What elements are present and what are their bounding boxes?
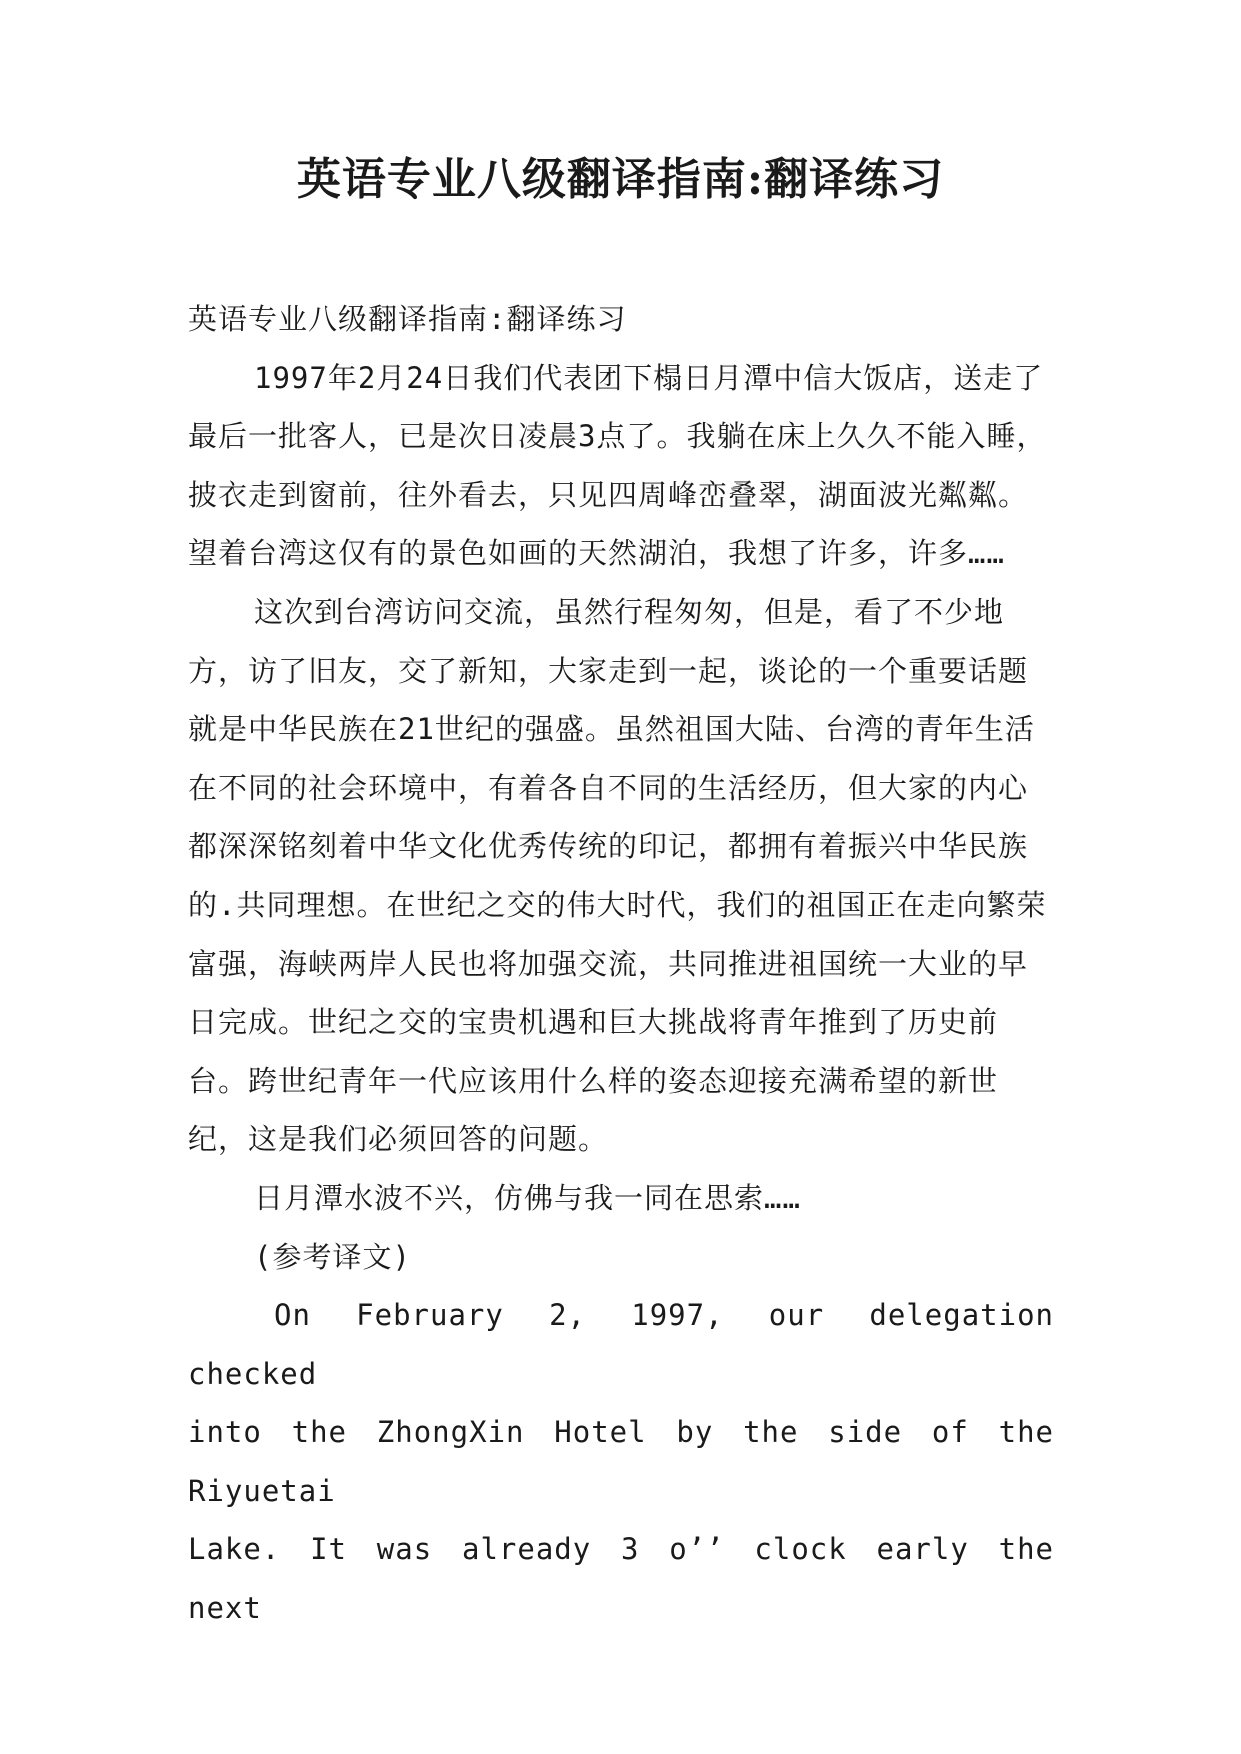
document-title: 英语专业八级翻译指南:翻译练习: [296, 154, 945, 205]
paragraph-2: 这次到台湾访问交流，虽然行程匆匆，但是，看了不少地方，访了旧友，交了新知，大家走到一起，谈论的一个重要话题就是中华民族在21世纪的强盛。虽然祖国大陆、台湾的青年生活在不同的社会环境中，有着各自不同的生活经历，但大家的内心都深深铭刻着中华文化优秀传统的印记，都拥有着振兴中华民族的.共同理想。在世纪之交的伟大时代，我们的祖国正在走向繁荣富强，海峡两岸人民也将加强交流，共同推进祖国统一大业的早日完成。世纪之交的宝贵机遇和巨大挑战将青年推到了历史前台。跨世纪青年一代应该用什么样的姿态迎接充满希望的新世纪，这是我们必须回答的问题。: [188, 594, 1047, 1157]
reference-label: (参考译文): [254, 1239, 411, 1274]
document-subtitle: 英语专业八级翻译指南:翻译练习: [188, 302, 627, 336]
translation-line-1: On February 2, 1997, our delegation checked: [188, 1298, 1054, 1391]
translation-line-3: Lake. It was already 3 o’’ clock early the next: [188, 1532, 1054, 1626]
paragraph-1: 1997年2月24日我们代表团下榻日月潭中信大饭店，送走了最后一批客人，已是次日凌晨3点了。我躺在床上久久不能入睡，披衣走到窗前，往外看去，只见四周峰峦叠翠，湖面波光粼粼。望着台湾这仅有的景色如画的天然湖泊，我想了许多，许多……: [188, 360, 1047, 571]
document-body: [188, 290, 1054, 1638]
paragraph-3: 日月潭水波不兴，仿佛与我一同在思索……: [254, 1180, 801, 1215]
translation-line-2: into the ZhongXin Hotel by the side of the Riyuetai: [188, 1415, 1054, 1508]
